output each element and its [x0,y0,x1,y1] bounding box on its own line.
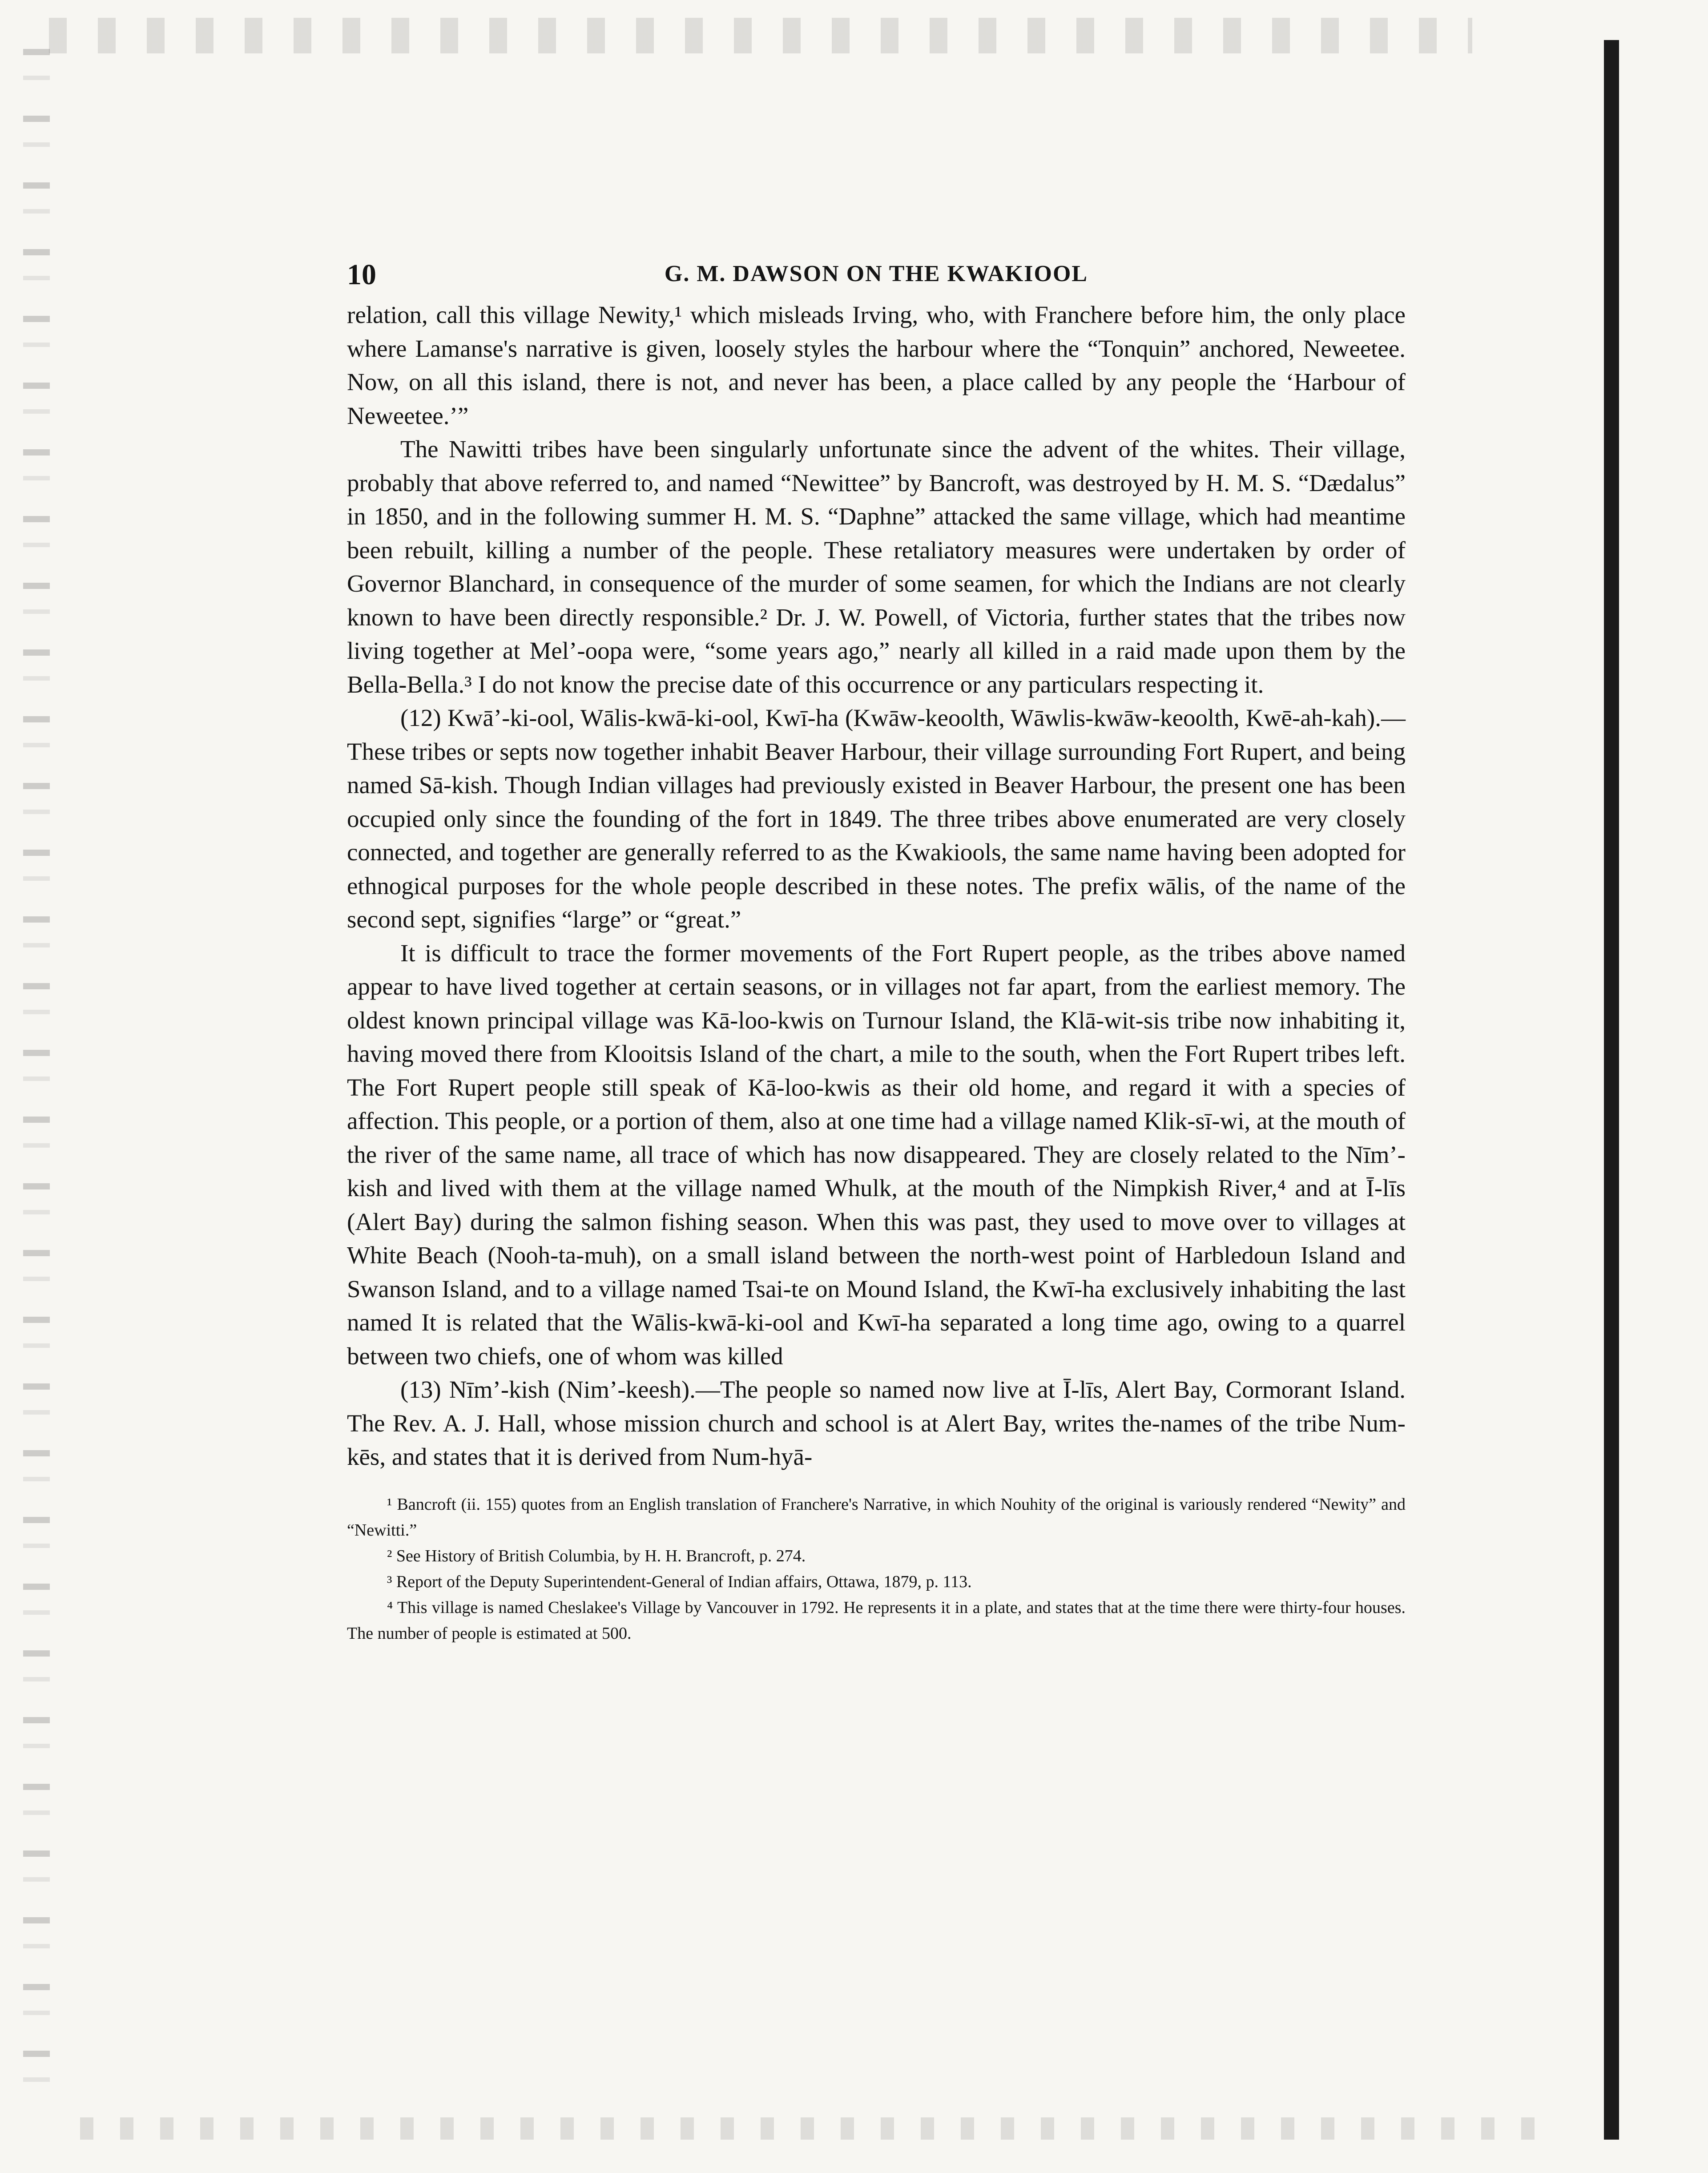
footnote-4: ⁴ This village is named Cheslakee's Village by Vancouver in 1792. He represents it in a plate, and states that at the time there were thirty-four houses. The number of people is estimated at 500. [347,1598,1406,1643]
paragraph-kwakiool-tribes: (12) Kwā’-ki-ool, Wālis-kwā-ki-ool, Kwī-ha (Kwāw-keoolth, Wāwlis-kwāw-keoolth, Kwē-ah-kah).—These tribes or septs now together inhabit Beaver Harbour, their village surrounding Fort Rupert, and being named Sā-kish. Though Indian villages had previously existed in Beaver Harbour, the present one has been occupied only since the founding of the fort in 1849. The three tribes above enumerated are very closely connected, and together are generally referred to as the Kwakiools, the same name having been adopted for ethnogical purposes for the whole people described in these notes. The prefix wālis, of the name of the second sept, signifies “large” or “great.” [347,704,1406,933]
footnote-2: ² See History of British Columbia, by H. H. Brancroft, p. 274. [387,1546,806,1565]
paragraph-nawitti: The Nawitti tribes have been singularly unfortunate since the advent of the whites. Their village, probably that above referred to, and named “Newittee” by Bancroft, was destroyed by H. M. S. “Dædalus” in 1850, and in the following summer H. M. S. “Daphne” attacked the same village, which had meantime been rebuilt, killing a number of the people. These retaliatory measures were undertaken by order of Governor Blanchard, in consequence of the murder of some seamen, for which the Indians are not clearly known to have been directly responsible.² Dr. J. W. Powell, of Victoria, further states that the tribes now living together at Mel’-oopa were, “some years ago,” nearly all killed in a raid made upon them by the Bella-Bella.³ I do not know the precise date of this occurrence or any particulars respecting it. [347,435,1406,698]
page-header [347,249,1406,298]
running-head: G. M. DAWSON ON THE KWAKIOOL [664,261,1088,286]
document-page [347,249,1406,1646]
paragraph-fort-rupert-movements: It is difficult to trace the former movements of the Fort Rupert people, as the tribes above named appear to have lived together at certain seasons, or in villages not far apart, from the earliest memory. The oldest known principal village was Kā-loo-kwis on Turnour Island, the Klā-wit-sis tribe now inhabiting it, having moved there from Klooitsis Island of the chart, a mile to the south, when the Fort Rupert tribes left. The Fort Rupert people still speak of Kā-loo-kwis as their old home, and regard it with a species of affection. This people, or a portion of them, also at one time had a village named Klik-sī-wi, at the mouth of the river of the same name, all trace of which has now disappeared. They are closely related to the Nīm’-kish and lived with them at the village named Whulk, at the mouth of the Nimpkish River,⁴ and at Ī-līs (Alert Bay) during the salmon fishing season. When this was past, they used to move over to villages at White Beach (Nooh-ta-muh), on a small island between the north-west point of Harbledoun Island and Swanson Island, and to a village named Tsai-te on Mound Island, the Kwī-ha exclusively inhabiting the last named It is related that the Wālis-kwā-ki-ool and Kwī-ha separated a long time ago, owing to a quarrel between two chiefs, one of whom was killed [347,939,1406,1370]
footnotes [347,1492,1406,1646]
scan-edge-top [49,18,1472,53]
scan-edge-left [23,49,50,2117]
body-text [347,298,1406,1474]
scan-edge-bottom [80,2117,1548,2140]
paragraph-continued: relation, call this village Newity,¹ which misleads Irving, who, with Franchere before him, the only place where Lamanse's narrative is given, loosely styles the harbour where the “Tonquin” anchored, Neweetee. Now, on all this island, there is not, and never has been, a place called by any people the ‘Harbour of Neweetee.’” [347,301,1406,429]
page-number: 10 [347,258,376,291]
footnote-3: ³ Report of the Deputy Superintendent-General of Indian affairs, Ottawa, 1879, p. 113. [387,1572,972,1591]
paragraph-nimkish: (13) Nīm’-kish (Nim’-keesh).—The people so named now live at Ī-līs, Alert Bay, Cormorant Island. The Rev. A. J. Hall, whose mission church and school is at Alert Bay, writes the-names of the tribe Num-kēs, and states that it is derived from Num-hyā- [347,1376,1406,1470]
footnote-1: ¹ Bancroft (ii. 155) quotes from an English translation of Franchere's Narrative, in which Nouhity of the original is variously rendered “Newity” and “Newitti.” [347,1495,1406,1540]
scan-edge-right [1604,40,1619,2140]
